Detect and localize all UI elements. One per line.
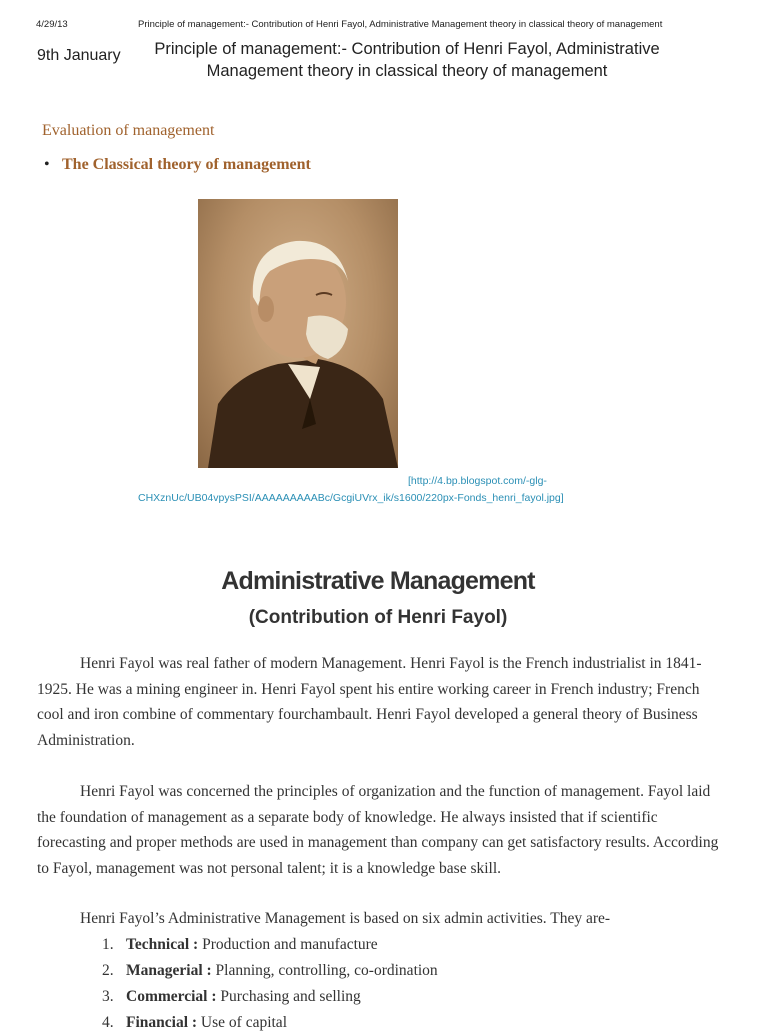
activity-term: Financial :: [126, 1014, 198, 1031]
paragraph-3: Henri Fayol’s Administrative Management is based on six admin activities. They are-: [80, 910, 611, 927]
list-item: 2. Managerial : Planning, controlling, co-ordination: [102, 962, 438, 979]
list-item: 4. Financial : Use of capital: [102, 1014, 287, 1031]
article-heading: Administrative Management: [221, 567, 535, 595]
paragraph-2: Henri Fayol was concerned the principles of organization and the function of management. Fayol laid the foundation of management as a separate body of knowledge. He always insisted that if scientific forecasting and proper methods are used in management than company can get satisfactory results. According to Fayol, management was not personal talent; it is a knowledge base skill.: [37, 783, 719, 877]
image-caption-line-1[interactable]: [http://4.bp.blogspot.com/-glg-: [408, 475, 547, 487]
activities-list: [80, 932, 438, 1036]
activity-desc: Production and manufacture: [198, 936, 378, 953]
post-date: 9th January: [37, 47, 121, 64]
activity-term: Managerial :: [126, 962, 212, 979]
bullet-list: [44, 155, 311, 175]
paragraph-1: Henri Fayol was real father of modern Management. Henri Fayol is the French industrialist in 1841-1925. He was a mining engineer in. Henri Fayol spent his entire working career in French industry; French cool and iron combine of commentary fourchambault. Henri Fayol developed a general theory of Business Administration.: [37, 655, 702, 749]
image-caption-line-2[interactable]: CHXznUc/UB04vpysPSI/AAAAAAAAABc/GcgiUVrx_ik/s1600/220px-Fonds_henri_fayol.jpg]: [138, 492, 564, 504]
print-header: [0, 19, 768, 33]
activity-term: Technical :: [126, 936, 199, 953]
classical-theory-link[interactable]: The Classical theory of management: [62, 156, 311, 173]
post-title: Principle of management:- Contribution of Henri Fayol, Administrative Management theory in classical theory of management: [154, 40, 660, 80]
list-item: 1. Technical : Production and manufacture: [102, 936, 378, 953]
print-date: 4/29/13: [36, 19, 68, 30]
activity-desc: Use of capital: [197, 1014, 287, 1031]
bullet-icon: •: [44, 156, 50, 173]
image-caption-link[interactable]: [138, 473, 628, 507]
henri-fayol-portrait: [198, 199, 398, 468]
evaluation-of-management-link[interactable]: Evaluation of management: [42, 122, 215, 139]
list-item[interactable]: [44, 155, 311, 175]
print-title: Principle of management:- Contribution of Henri Fayol, Administrative Management theory in classical theory of management: [138, 19, 663, 30]
activity-desc: Purchasing and selling: [216, 988, 361, 1005]
article-subheading: (Contribution of Henri Fayol): [248, 607, 508, 628]
activity-desc: Planning, controlling, co-ordination: [211, 962, 438, 979]
activity-term: Commercial :: [126, 988, 217, 1005]
list-item: 3. Commercial : Purchasing and selling: [102, 988, 361, 1005]
